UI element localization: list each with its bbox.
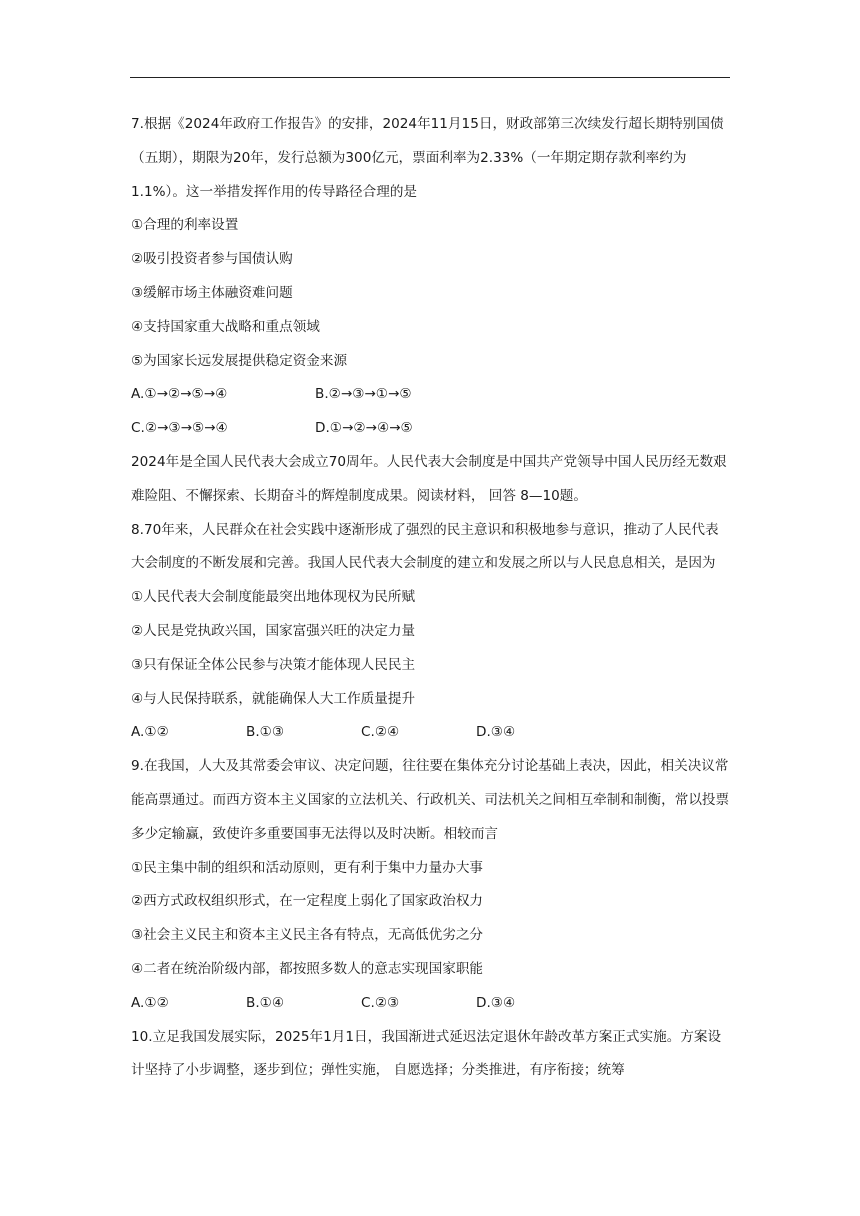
q9-stem: 9.在我国，人大及其常委会审议、决定问题，往往要在集体充分讨论基础上表决，因此，相关决议常能高票通过。而西方资本主义国家的立法机关、行政机关、司法机关之间相互牵制和制衡，常以投票多少定输赢，致使许多重要国事无法得以及时决断。相较而言 <box>131 758 730 842</box>
q8-stem: 8.70年来，人民群众在社会实践中逐渐形成了强烈的民主意识和积极地参与意识，推动了人民代表大会制度的不断发展和完善。我国人民代表大会制度的建立和发展之所以与人民息息相关，是因为 <box>131 521 719 572</box>
q8-item-3: ③只有保证全体公民参与决策才能体现人民民主 <box>131 656 416 673</box>
q8-options-row <box>131 716 731 750</box>
q7-item-4: ④支持国家重大战略和重点领域 <box>131 318 320 335</box>
question-content <box>131 108 731 1088</box>
q9-option-b: B.①④ <box>246 994 285 1011</box>
q7-options-row-1 <box>131 378 731 412</box>
q7-option-d: D.①→②→④→⑤ <box>315 420 413 437</box>
q8-option-b: B.①③ <box>246 724 285 741</box>
q8-item-2: ②人民是党执政兴国，国家富强兴旺的决定力量 <box>131 622 416 639</box>
q8-item-4: ④与人民保持联系，就能确保人大工作质量提升 <box>131 690 416 707</box>
q9-options-row <box>131 987 731 1021</box>
q10-stem: 10.立足我国发展实际，2025年1月1日，我国渐进式延迟法定退休年龄改革方案正式实施。方案设计坚持了小步调整，逐步到位；弹性实施， 自愿选择；分类推进，有序衔接；统筹 <box>131 1028 722 1079</box>
q8-option-d: D.③④ <box>476 724 516 741</box>
q8-option-a: A.①② <box>131 724 169 741</box>
q7-stem: 7.根据《2024年政府工作报告》的安排，2024年11月15日，财政部第三次续发行超长期特别国债（五期），期限为20年，发行总额为300亿元，票面利率为2.33%（一年期定期存款利率约为1.1%）。这一举措发挥作用的传导路径合理的是 <box>131 116 724 200</box>
q7-option-b: B.②→③→①→⑤ <box>315 386 412 403</box>
q7-option-c: C.②→③→⑤→④ <box>131 420 228 437</box>
q9-item-3: ③社会主义民主和资本主义民主各有特点，无高低优劣之分 <box>131 927 484 944</box>
q8-option-c: C.②④ <box>361 724 400 741</box>
q7-item-2: ②吸引投资者参与国债认购 <box>131 251 293 268</box>
q9-option-c: C.②③ <box>361 994 400 1011</box>
q7-options-row-2 <box>131 412 731 446</box>
q9-item-2: ②西方式政权组织形式，在一定程度上弱化了国家政治权力 <box>131 893 484 910</box>
q9-option-d: D.③④ <box>476 994 516 1011</box>
q7-option-a: A.①→②→⑤→④ <box>131 386 228 403</box>
q9-option-a: A.①② <box>131 994 169 1011</box>
q8-item-1: ①人民代表大会制度能最突出地体现权为民所赋 <box>131 589 416 606</box>
q7-item-1: ①合理的利率设置 <box>131 217 239 234</box>
q9-item-1: ①民主集中制的组织和活动原则，更有利于集中力量办大事 <box>131 859 484 876</box>
reading-passage: 2024年是全国人民代表大会成立70周年。人民代表大会制度是中国共产党领导中国人民历经无数艰难险阻、不懈探索、长期奋斗的辉煌制度成果。阅读材料， 回答 8—10题。 <box>131 453 727 504</box>
header-rule <box>130 77 730 78</box>
q9-item-4: ④二者在统治阶级内部，都按照多数人的意志实现国家职能 <box>131 960 484 977</box>
q7-item-5: ⑤为国家长远发展提供稳定资金来源 <box>131 352 348 369</box>
q7-item-3: ③缓解市场主体融资难问题 <box>131 284 293 301</box>
